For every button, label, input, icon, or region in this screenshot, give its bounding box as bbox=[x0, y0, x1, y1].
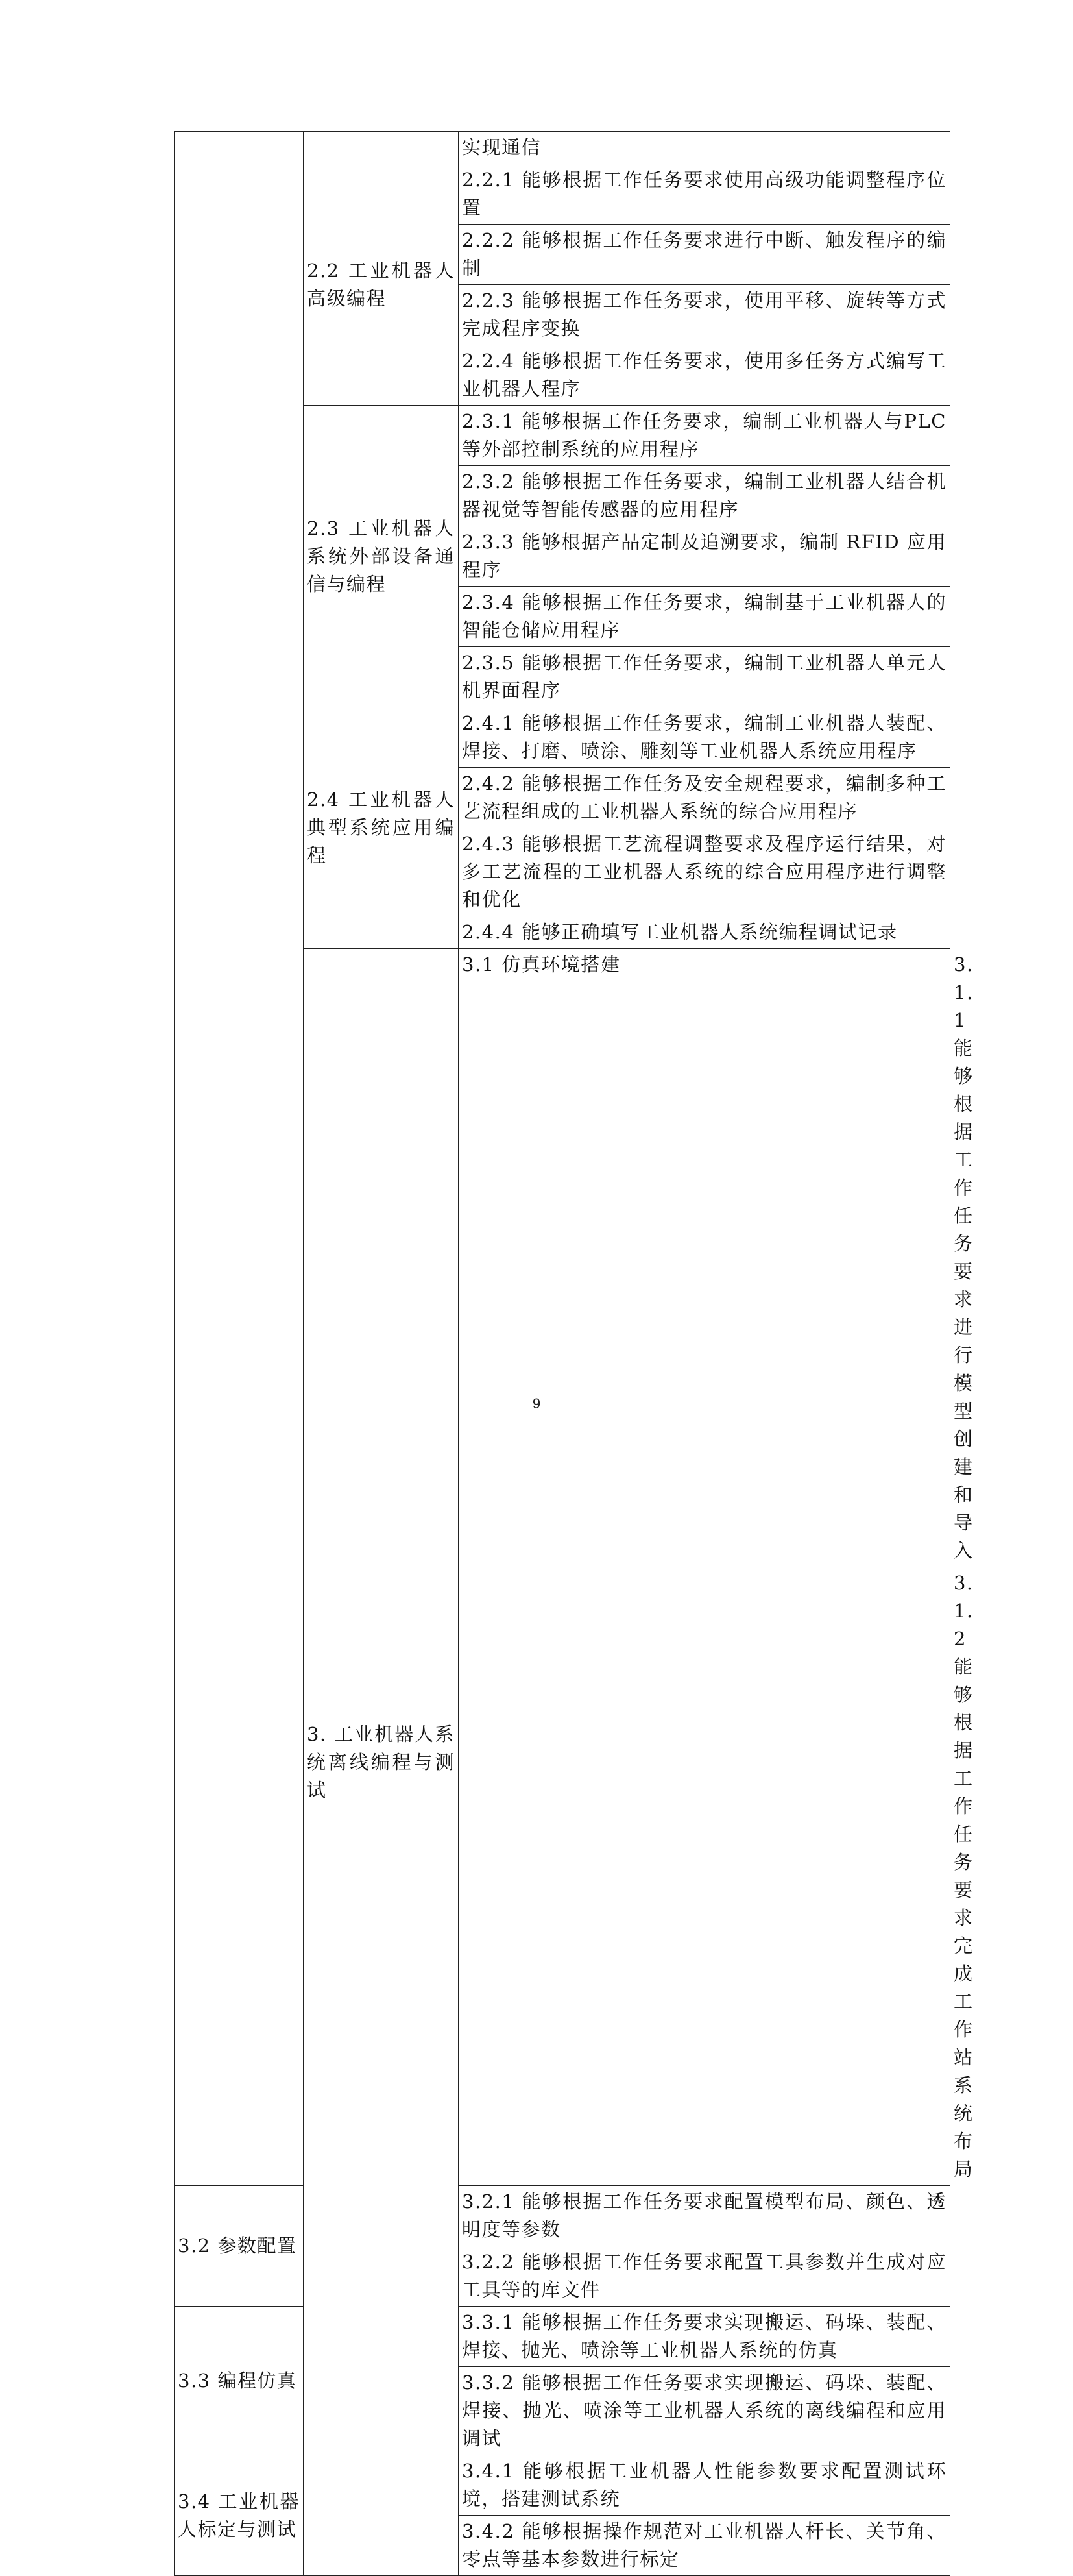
section-cell-2-4: 2.4 工业机器人典型系统应用编程 bbox=[304, 707, 459, 949]
item-cell: 3.3.1 能够根据工作任务要求实现搬运、码垛、装配、焊接、抛光、喷涂等工业机器人系统的仿真 bbox=[459, 2307, 950, 2367]
section-cell-3-2: 3.2 参数配置 bbox=[175, 2186, 304, 2307]
item-cell: 2.4.3 能够根据工艺流程调整要求及程序运行结果，对多工艺流程的工业机器人系统的综合应用程序进行调整和优化 bbox=[459, 828, 950, 916]
table-row bbox=[175, 2307, 950, 2367]
page-number: 9 bbox=[532, 1395, 541, 1412]
item-cell: 3.4.1 能够根据工业机器人性能参数要求配置测试环境，搭建测试系统 bbox=[459, 2455, 950, 2516]
table-row bbox=[175, 132, 950, 164]
item-cell: 实现通信 bbox=[459, 132, 950, 164]
item-cell: 2.4.1 能够根据工作任务要求，编制工业机器人装配、焊接、打磨、喷涂、雕刻等工业机器人系统应用程序 bbox=[459, 707, 950, 768]
item-cell: 2.4.4 能够正确填写工业机器人系统编程调试记录 bbox=[459, 916, 950, 949]
item-cell: 3.3.2 能够根据工作任务要求实现搬运、码垛、装配、焊接、抛光、喷涂等工业机器人系统的离线编程和应用调试 bbox=[459, 2367, 950, 2455]
item-cell: 2.3.5 能够根据工作任务要求，编制工业机器人单元人机界面程序 bbox=[459, 647, 950, 707]
curriculum-table bbox=[174, 131, 974, 2576]
table-row: 3.1.2 能够根据工作任务要求完成工作站系统布局 bbox=[954, 1572, 974, 2180]
item-cell: 3.4.2 能够根据操作规范对工业机器人杆长、关节角、零点等基本参数进行标定 bbox=[459, 2516, 950, 2576]
item-cell: 2.3.1 能够根据工作任务要求，编制工业机器人与PLC 等外部控制系统的应用程序 bbox=[459, 406, 950, 466]
section-cell-3-1: 3.1 仿真环境搭建 bbox=[459, 949, 950, 2186]
section-cell-continued bbox=[304, 132, 459, 164]
section-cell-3-3: 3.3 编程仿真 bbox=[175, 2307, 304, 2455]
item-cell: 2.2.4 能够根据工作任务要求，使用多任务方式编写工业机器人程序 bbox=[459, 345, 950, 406]
item-cell: 2.3.2 能够根据工作任务要求，编制工业机器人结合机器视觉等智能传感器的应用程序 bbox=[459, 466, 950, 526]
table-row: 3. 工业机器人系统离线编程与测试 3.1 仿真环境搭建 3.1.1 能够根据工作任务要求进行模型创建和导入 bbox=[175, 949, 950, 1567]
item-cell: 3.2.1 能够根据工作任务要求配置模型布局、颜色、透明度等参数 bbox=[459, 2186, 950, 2246]
section-cell-3-4: 3.4 工业机器人标定与测试 bbox=[175, 2455, 304, 2576]
table-row bbox=[175, 2186, 950, 2246]
item-cell: 2.2.2 能够根据工作任务要求进行中断、触发程序的编制 bbox=[459, 225, 950, 285]
item-cell: 3.2.2 能够根据工作任务要求配置工具参数并生成对应工具等的库文件 bbox=[459, 2246, 950, 2307]
table-row bbox=[175, 2455, 950, 2516]
section-cell-2-3: 2.3 工业机器人系统外部设备通信与编程 bbox=[304, 406, 459, 707]
item-cell: 2.3.4 能够根据工作任务要求，编制基于工业机器人的智能仓储应用程序 bbox=[459, 587, 950, 647]
item-cell: 2.2.1 能够根据工作任务要求使用高级功能调整程序位置 bbox=[459, 164, 950, 225]
module-cell-continued bbox=[175, 132, 304, 2186]
module-cell-3: 3. 工业机器人系统离线编程与测试 bbox=[304, 949, 459, 2576]
item-cell: 2.2.3 能够根据工作任务要求，使用平移、旋转等方式完成程序变换 bbox=[459, 285, 950, 345]
item-cell: 2.4.2 能够根据工作任务及安全规程要求，编制多种工艺流程组成的工业机器人系统的综合应用程序 bbox=[459, 768, 950, 828]
item-cell: 2.3.3 能够根据产品定制及追溯要求，编制 RFID 应用程序 bbox=[459, 526, 950, 587]
section-cell-2-2: 2.2 工业机器人高级编程 bbox=[304, 164, 459, 406]
